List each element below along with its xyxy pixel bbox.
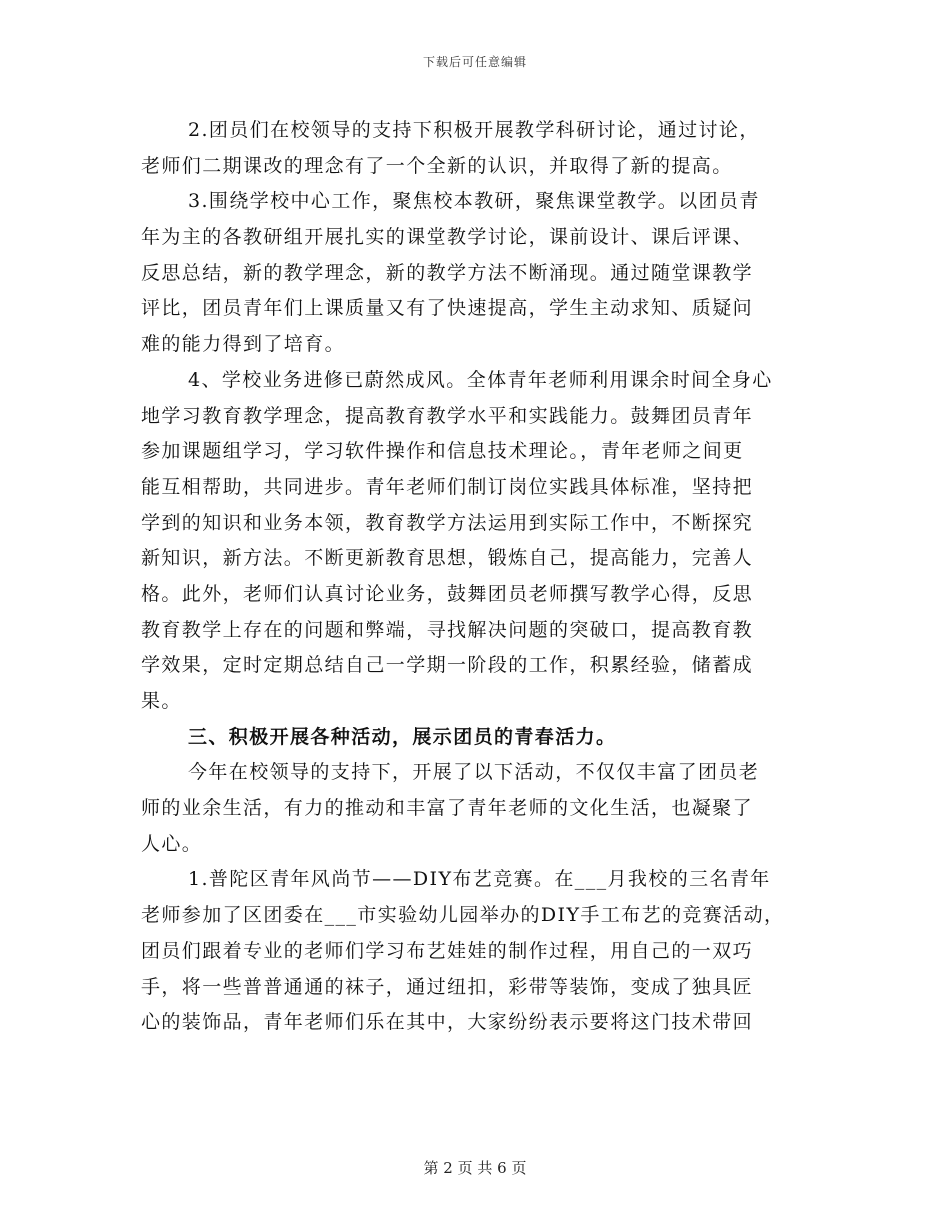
paragraph-line: 手，将一些普普通通的袜子，通过纽扣，彩带等装饰，变成了独具匠 [141,975,754,998]
page-header: 下载后可任意编辑 [422,55,527,69]
section-heading: 三、积极开展各种活动，展示团员的青春活力。 [188,725,617,748]
paragraph-line: 3.围绕学校中心工作，聚焦校本教研，聚焦课堂教学。以团员青 [188,190,760,213]
paragraph-line: 学效果，定时定期总结自己一学期一阶段的工作，积累经验，储蓄成 [141,654,754,677]
paragraph-line: 学到的知识和业务本领，教育教学方法运用到实际工作中，不断探究 [141,511,754,534]
paragraph-line: 2.团员们在校领导的支持下积极开展教学科研讨论，通过讨论， [188,119,760,141]
document-body [141,113,811,1041]
paragraph-line: 老师参加了区团委在___市实验幼儿园举办的DIY手工布艺的竞赛活动， [141,904,785,927]
paragraph-line: 参加课题组学习，学习软件操作和信息技术理论。，青年老师之间更 [141,440,744,463]
paragraph-line: 心的装饰品，青年老师们乐在其中，大家纷纷表示要将这门技术带回 [141,1011,754,1034]
paragraph-line: 师的业余生活，有力的推动和丰富了青年老师的文化生活，也凝聚了 [141,797,754,820]
paragraph-line: 团员们跟着专业的老师们学习布艺娃娃的制作过程，用自己的一双巧 [141,939,754,962]
paragraph-line: 年为主的各教研组开展扎实的课堂教学讨论，课前设计、课后评课、 [141,226,754,249]
paragraph-line: 地学习教育教学理念，提高教育教学水平和实践能力。鼓舞团员青年 [141,404,754,427]
paragraph-line: 难的能力得到了培育。 [141,333,346,356]
paragraph-line: 反思总结，新的教学理念，新的教学方法不断涌现。通过随堂课教学 [141,261,754,284]
paragraph-line: 4、学校业务进修已蔚然成风。全体青年老师利用课余时间全身心 [188,368,773,391]
paragraph-line: 新知识，新方法。不断更新教育思想，锻炼自己，提高能力，完善人 [141,547,754,570]
paragraph-line: 1.普陀区青年风尚节——DIY布艺竞赛。在___月我校的三名青年 [188,868,771,891]
page-footer: 第 2 页 共 6 页 [423,1159,527,1177]
paragraph-line: 评比，团员青年们上课质量又有了快速提高，学生主动求知、质疑问 [141,297,754,320]
paragraph-line: 人心。 [141,832,203,855]
paragraph-line: 能互相帮助，共同进步。青年老师们制订岗位实践具体标准，坚持把 [141,475,754,498]
paragraph-line: 老师们二期课改的理念有了一个全新的认识，并取得了新的提高。 [141,154,733,177]
paragraph-line: 果。 [141,690,182,712]
paragraph-line: 教育教学上存在的问题和弊端，寻找解决问题的突破口，提高教育教 [141,618,754,641]
paragraph-line: 格。此外，老师们认真讨论业务，鼓舞团员老师撰写教学心得，反思 [141,582,754,605]
paragraph-line: 今年在校领导的支持下，开展了以下活动，不仅仅丰富了团员老 [188,761,760,784]
